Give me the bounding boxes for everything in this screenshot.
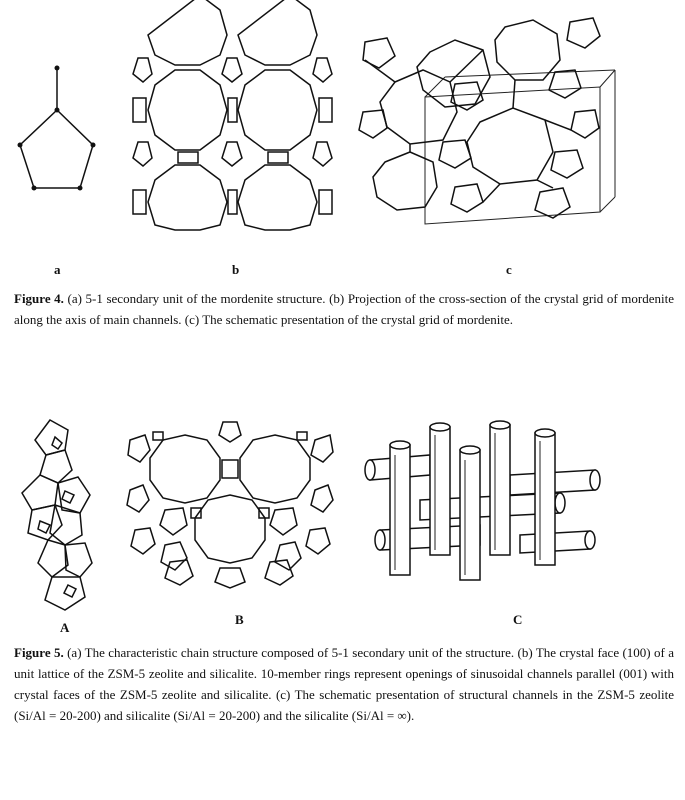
fig5-caption-text: (a) The characteristic chain structure composed of 5-1 secondary unit of the structure. (b) The crystal face (100) of a unit lattice of the ZSM-5 zeolite and silicalite. 10-member rings represent openings of sinusoidal channels parallel (001) with crystal faces of the ZSM-5 zeolite and silicalite. (c) The schematic presentation of structural channels in the ZSM-5 zeolite (Si/Al = 20-200) and silicalite (Si/Al = 20-200) and the silicalite (Si/Al = ∞). (14, 645, 674, 723)
fig4-label-c: c (506, 262, 512, 277)
fig4a-secondary-unit-drawing (10, 60, 110, 200)
fig5a-chain-structure (10, 415, 120, 615)
fig4-caption-lead: Figure 4. (14, 291, 64, 306)
fig5-label-c: C (513, 612, 523, 627)
fig5-label-b: B (235, 612, 244, 627)
fig4-label-a: a (54, 262, 61, 277)
fig4-caption-text: (a) 5-1 secondary unit of the mordenite structure. (b) Projection of the cross-section of the crystal grid of mordenite along the axis of main channels. (c) The schematic presentation of the crystal grid of mordenite. (14, 291, 674, 327)
fig4c-mordenite-crystal-grid (355, 12, 625, 237)
fig4-caption (14, 288, 674, 330)
fig5b-zsm5-crystal-face (125, 420, 335, 585)
fig5c-channel-schematic (360, 415, 605, 590)
fig5-caption-lead: Figure 5. (14, 645, 64, 660)
fig4b-mordenite-projection (130, 30, 335, 230)
fig4-label-b: b (232, 262, 240, 277)
fig5-caption (14, 642, 674, 726)
fig5-label-a: A (60, 620, 70, 635)
